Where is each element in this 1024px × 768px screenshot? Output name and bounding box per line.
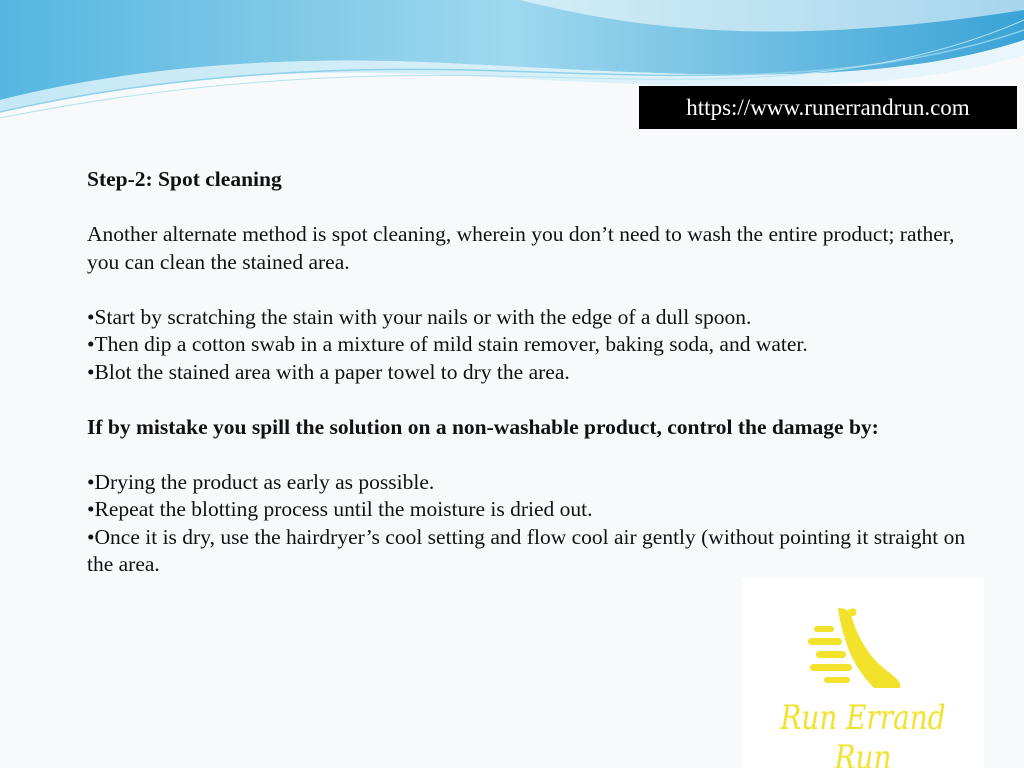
step-item: •Blot the stained area with a paper towel to dry the area.	[87, 359, 570, 384]
website-url-label: https://www.runerrandrun.com	[639, 86, 1017, 129]
spacer	[87, 441, 967, 469]
brand-logo	[742, 578, 984, 768]
damage-step-item: •Once it is dry, use the hairdryer’s cool setting and flow cool air gently (without pointing it straight on the area.	[87, 524, 966, 576]
brand-logo-text: Run Errand Run	[780, 698, 946, 768]
step-item: •Start by scratching the stain with your nails or with the edge of a dull spoon.	[87, 304, 752, 329]
spacer	[87, 276, 967, 304]
spacer	[87, 194, 967, 222]
step-item: •Then dip a cotton swab in a mixture of mild stain remover, baking soda, and water.	[87, 332, 808, 356]
intro-paragraph: Another alternate method is spot cleaning, wherein you don’t need to wash the entire product; rather, you can clean the stained area.	[87, 222, 955, 274]
warning-heading: If by mistake you spill the solution on a non-washable product, control the damage by:	[87, 414, 879, 439]
step-title: Step-2: Spot cleaning	[87, 167, 282, 191]
damage-step-item: •Drying the product as early as possible.	[87, 469, 435, 494]
damage-step-item: •Repeat the blotting process until the moisture is dried out.	[87, 497, 593, 521]
slide-content	[87, 166, 967, 579]
spacer	[87, 386, 967, 414]
